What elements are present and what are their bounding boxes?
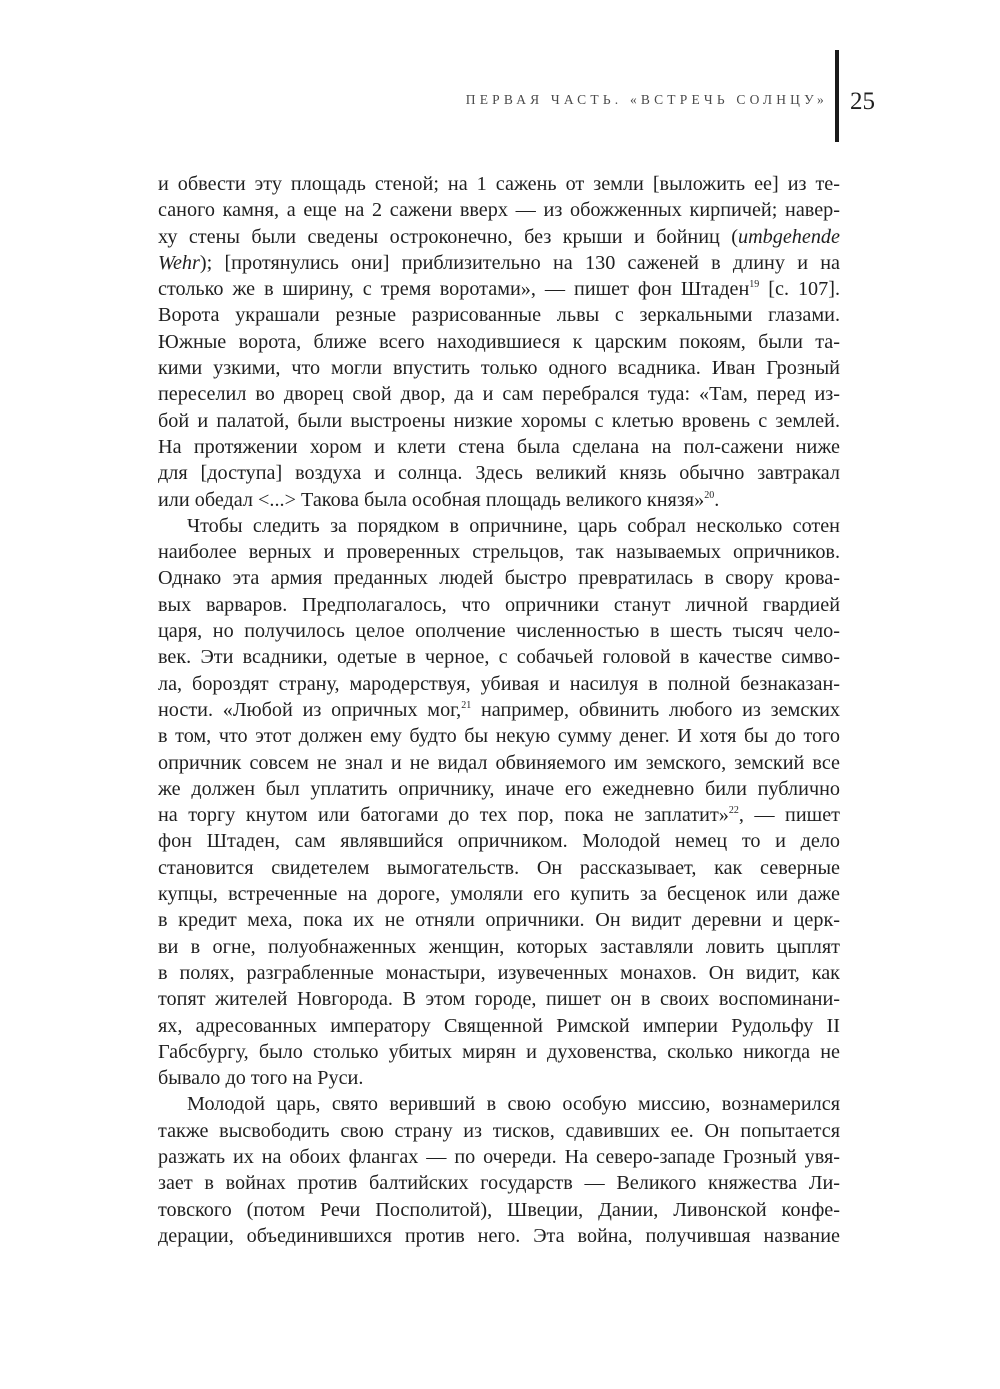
text-line: дерации, объединившихся против него. Эта война, получившая название (158, 1224, 840, 1247)
text-line: переселил во дворец свой двор, да и сам перебрался туда: «Там, перед из- (158, 383, 840, 406)
text-line: Молодой царь, свято веривший в свою особую миссию, вознамерился (187, 1093, 840, 1116)
text-line: ви в огне, полуобнаженных женщин, которых заставляли ловить цыплят (158, 935, 840, 958)
text-line: Однако эта армия преданных людей быстро превратилась в свору крова- (158, 567, 840, 590)
text-line: На протяжении хором и клети стена была сделана на пол-сажени ниже (158, 435, 840, 458)
text-line: в том, что этот должен ему будто бы некую сумму денег. И хотя бы до того (158, 725, 840, 748)
text-line: же должен был уплатить опричнику, иначе его ежедневно били публично (158, 777, 840, 800)
paragraph-2 (158, 513, 840, 1092)
text-line: зает в войнах против балтийских государств — Великого княжества Ли- (158, 1172, 840, 1195)
text-line: саного камня, а еще на 2 сажени вверх — из обожженных кирпичей; навер- (158, 199, 840, 222)
text-line: бой и палатой, были выстроены низкие хоромы с клетью вровень с землей. (158, 409, 840, 432)
text-line: Южные ворота, ближе всего находившиеся к царским покоям, были та- (158, 330, 840, 353)
text-line: ху стены были сведены остроконечно, без крыши и бойниц (umbgehende (158, 225, 840, 248)
text-line: наиболее верных и проверенных стрельцов, так называемых опричников. (158, 541, 840, 564)
text-line: также высвободить свою страну из тисков, сдавивших ее. Он попытается (158, 1119, 840, 1142)
text-line: бывало до того на Руси. (158, 1067, 364, 1090)
text-line: опричник совсем не знал и не видал обвиняемого им земского, земский все (158, 751, 840, 774)
body-text (158, 171, 840, 1249)
text-line: Ворота украшали резные разрисованные львы с зеркальными глазами. (158, 304, 840, 327)
paragraph-3 (158, 1091, 840, 1249)
text-line: царя, но получилось целое ополчение численностью в шесть тысяч чело- (158, 620, 840, 643)
page-number: 25 (850, 88, 875, 115)
text-line: Чтобы следить за порядком в опричнине, царь собрал несколько сотен (187, 514, 840, 537)
text-line: топят жителей Новгорода. В этом городе, пишет он в своих воспоминани- (158, 988, 840, 1011)
text-line: ности. «Любой из опричных мог,$^{21}$ например, обвинить любого из земских (158, 698, 840, 721)
text-line: столько же в ширину, с тремя воротами», — пишет фон Штаден$^{19}$ [с. 107]. (158, 278, 841, 301)
text-line: для [доступа] воздуха и солнца. Здесь великий князь обычно завтракал (158, 462, 840, 485)
text-line: ла, бороздят страну, мародерствуя, убивая и насилуя в полной безнаказан- (158, 672, 840, 695)
text-line: Габсбургу, было столько убитых мирян и духовенства, сколько никогда не (158, 1040, 840, 1063)
text-line: век. Эти всадники, одетые в черное, с собачьей головой в качестве симво- (158, 646, 840, 669)
text-line: на торгу кнутом или батогами до тех пор, пока не заплатит»$^{22}$, — пишет (158, 804, 840, 827)
text-line: в кредит меха, пока их не отняли опричники. Он видит деревни и церк- (158, 909, 840, 932)
text-line: разжать их на обоих флангах — по очереди. На северо-западе Грозный увя- (158, 1145, 840, 1168)
text-line: кими узкими, что могли впустить только одного всадника. Иван Грозный (158, 357, 840, 380)
paragraph-1 (158, 171, 840, 513)
text-line: ях, адресованных императору Священной Римской империи Рудольфу II (158, 1014, 840, 1037)
text-line: становится свидетелем вымогательств. Он рассказывает, как северные (158, 856, 840, 879)
header-divider (835, 50, 839, 142)
text-line: или обедал <...> Такова была особная площадь великого князя»$^{20}$. (158, 488, 720, 511)
text-line: фон Штаден, сам являвшийся опричником. Молодой немец то и дело (158, 830, 840, 853)
text-line: товского (потом Речи Посполитой), Швеции, Дании, Ливонской конфе- (158, 1198, 840, 1221)
text-line: вых варваров. Предполагалось, что опричники станут личной гвардией (158, 593, 840, 616)
text-line: в полях, разграбленные монастыри, изувеченных монахов. Он видит, как (158, 961, 840, 984)
text-line: купцы, встреченные на дороге, умоляли его купить за бесценок или даже (158, 883, 840, 906)
text-line: и обвести эту площадь стеной; на 1 сажень от земли [выложить ее] из те- (158, 173, 840, 195)
text-line: Wehr); [протянулись они] приблизительно на 130 саженей в длину и на (158, 251, 840, 274)
running-header: ПЕРВАЯ ЧАСТЬ. «ВСТРЕЧЬ СОЛНЦУ» (465, 92, 828, 107)
